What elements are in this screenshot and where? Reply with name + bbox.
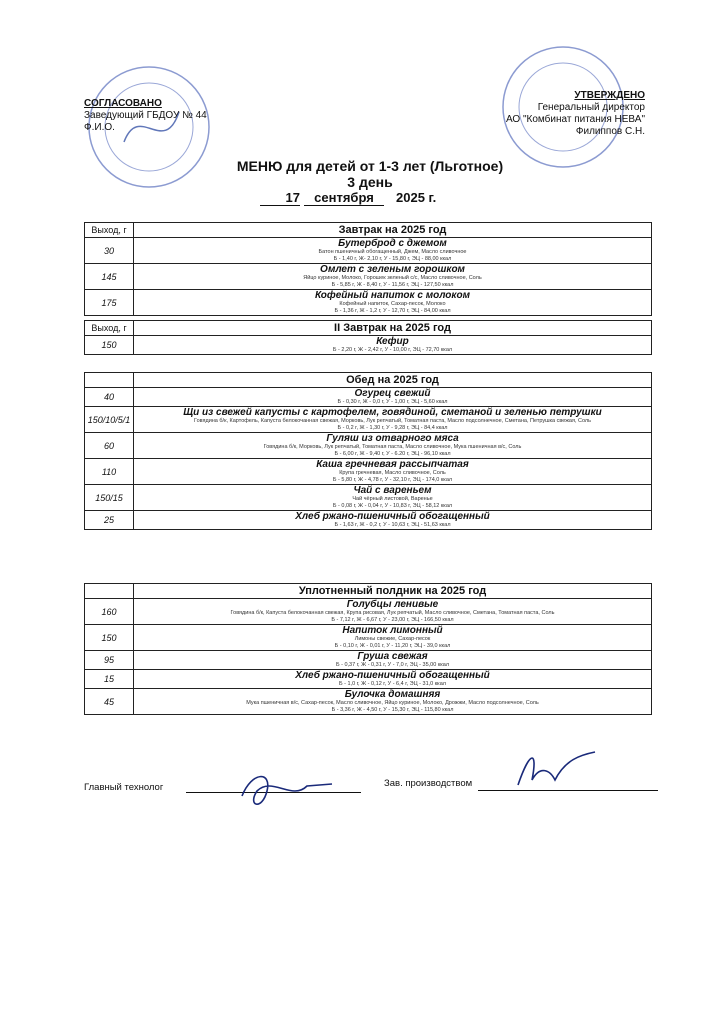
chief-technologist-label: Главный технолог: [84, 782, 164, 793]
dish-nutrition: Б - 0,30 г, Ж - 0,0 г, У - 1,00 г, ЭЦ - 5,60 ккал: [337, 399, 448, 405]
dish-name: Огурец свежий: [354, 388, 431, 399]
dish-name: Щи из свежей капусты с картофелем, говядиной, сметаной и зеленью петрушки: [183, 407, 602, 418]
dish-nutrition: Б - 0,08 г, Ж - 0,04 г, У - 10,83 г, ЭЦ - 58,12 ккал: [332, 503, 453, 509]
breakfast2-title: II Завтрак на 2025 год: [134, 321, 652, 336]
dish-nutrition: Б - 5,80 г, Ж - 4,78 г, У - 32,10 г, ЭЦ - 174,0 ккал: [332, 477, 453, 483]
menu-row: [85, 459, 652, 485]
dish-nutrition: Б - 0,37 г, Ж - 0,31 г, У - 7,0 г, ЭЦ - 35,00 ккал: [335, 662, 450, 668]
menu-row: [85, 511, 652, 530]
dish-ingredients: Говядина б/к, Картофель, Капуста белокочанная свежая, Морковь, Лук репчатый, Томатная паста, Масло подсолнечное, Сметана, Петрушка свежая, Соль: [193, 418, 591, 424]
date-year: 2025 г.: [396, 190, 437, 205]
dish-name: Кефир: [376, 336, 409, 347]
menu-row: [85, 625, 652, 651]
dish-name: Груша свежая: [357, 651, 428, 662]
dish-name: Напиток лимонный: [342, 625, 443, 636]
dish-nutrition: Б - 1,40 г, Ж- 2,10 г, У - 15,80 г, ЭЦ - 88,00 ккал: [333, 256, 452, 262]
lunch-table: [84, 372, 652, 530]
dish-name: Омлет с зеленым горошком: [320, 264, 465, 275]
lunch-title: Обед на 2025 год: [134, 373, 652, 388]
menu-row: [85, 264, 652, 290]
menu-row: [85, 599, 652, 625]
dish-nutrition: Б - 0,2 г, Ж - 1,30 г, У - 9,28 г, ЭЦ - 84,4 ккал: [337, 425, 448, 431]
menu-row: [85, 485, 652, 511]
dish-ingredients: Лимоны свежие, Сахар-песок: [354, 636, 431, 642]
dish-cell: [134, 433, 652, 459]
dish-cell: [134, 459, 652, 485]
breakfast-title: Завтрак на 2025 год: [134, 223, 652, 238]
output-weight: 25: [85, 511, 134, 530]
dish-cell: [134, 407, 652, 433]
dish-cell: [134, 290, 652, 316]
dish-name: Бутерброд с джемом: [338, 238, 447, 249]
dish-cell: [134, 689, 652, 715]
menu-row: [85, 689, 652, 715]
approved-name: Филиппов С.Н.: [575, 126, 645, 137]
agreed-title: СОГЛАСОВАНО: [84, 98, 162, 109]
dish-name: Кофейный напиток с молоком: [314, 290, 470, 301]
dish-cell: [134, 485, 652, 511]
menu-title: [160, 158, 580, 190]
menu-title-line1: МЕНЮ для детей от 1-3 лет (Льготное): [236, 158, 504, 174]
output-weight: 175: [85, 290, 134, 316]
menu-row: [85, 336, 652, 355]
dish-name: Чай с вареньем: [353, 485, 432, 496]
menu-row: [85, 238, 652, 264]
dish-name: Голубцы ленивые: [346, 599, 439, 610]
dish-ingredients: Мука пшеничная в/с, Сахар-песок, Масло сливочное, Яйцо куриное, Молоко, Дрожжи, Масло подсолнечное, Соль: [246, 700, 539, 706]
output-header-empty: [85, 584, 134, 599]
dish-cell: [134, 238, 652, 264]
approved-block: [470, 90, 645, 138]
dish-cell: [134, 336, 652, 355]
dish-nutrition: Б - 1,36 г, Ж - 1,2 г, У - 12,70 г, ЭЦ - 84,00 ккал: [334, 308, 451, 314]
dish-cell: [134, 388, 652, 407]
menu-row: [85, 433, 652, 459]
dish-nutrition: Б - 2,20 г, Ж - 2,42 г, У - 10,00 г, ЭЦ - 72,70 ккал: [332, 347, 453, 353]
menu-date: [260, 190, 500, 206]
output-weight: 150/15: [85, 485, 134, 511]
dish-ingredients: Говядина б/к, Морковь, Лук репчатый, Томатная паста, Масло сливочное, Мука пшеничная в/с, Соль: [263, 444, 522, 450]
output-weight: 95: [85, 651, 134, 670]
dish-cell: [134, 625, 652, 651]
dish-cell: [134, 511, 652, 530]
output-weight: 60: [85, 433, 134, 459]
menu-row: [85, 290, 652, 316]
menu-row: [85, 388, 652, 407]
menu-row: [85, 670, 652, 689]
approved-position: Генеральный директор: [537, 102, 645, 113]
dish-name: Булочка домашняя: [344, 689, 441, 700]
dish-cell: [134, 651, 652, 670]
dish-nutrition: Б - 3,36 г, Ж - 4,50 г, У - 15,30 г, ЭЦ - 115,80 ккал: [331, 707, 454, 713]
approved-company: АО "Комбинат питания НЕВА": [505, 114, 645, 125]
output-weight: 45: [85, 689, 134, 715]
menu-title-line2: 3 день: [347, 174, 393, 190]
agreed-position: Заведующий ГБДОУ № 44: [84, 110, 207, 121]
production-signature: [510, 740, 600, 795]
agreed-fio: Ф.И.О.: [84, 122, 115, 133]
dish-ingredients: Яйцо куриное, Молоко, Горошек зеленый с/с, Масло сливочное, Соль: [303, 275, 482, 281]
dish-nutrition: Б - 7,12 г, Ж - 6,67 г, У - 23,00 г, ЭЦ - 166,50 ккал: [331, 617, 454, 623]
dish-ingredients: Крупа гречневая, Масло сливочное, Соль: [339, 470, 446, 476]
dish-nutrition: Б - 1,63 г, Ж - 0,2 г, У - 10,63 г, ЭЦ - 51,63 ккал: [334, 522, 451, 528]
approved-title: УТВЕРЖДЕНО: [574, 90, 645, 101]
output-weight: 30: [85, 238, 134, 264]
menu-row: [85, 651, 652, 670]
menu-row: [85, 407, 652, 433]
breakfast2-table: [84, 320, 652, 355]
output-weight: 145: [85, 264, 134, 290]
snack-table: [84, 583, 652, 715]
snack-title: Уплотненный полдник на 2025 год: [134, 584, 652, 599]
date-day: 17: [260, 190, 300, 206]
output-weight: 15: [85, 670, 134, 689]
output-weight: 40: [85, 388, 134, 407]
dish-ingredients: Говядина б/к, Капуста белокочанная свежая, Крупа рисовая, Лук репчатый, Масло сливочное, Сметана, Томатная паста, Соль: [230, 610, 555, 616]
dish-ingredients: Кофейный напиток, Сахар-песок, Молоко: [339, 301, 446, 307]
breakfast-table: [84, 222, 652, 316]
dish-name: Хлеб ржано-пшеничный обогащенный: [295, 511, 490, 522]
dish-nutrition: Б - 0,10 г, Ж - 0,01 г, У - 11,20 г, ЭЦ - 39,0 ккал: [334, 643, 451, 649]
chief-signature: [232, 766, 342, 816]
dish-ingredients: Батон пшеничный обогащенный, Джем, Масло сливочное: [318, 249, 467, 255]
dish-name: Каша гречневая рассыпчатая: [316, 459, 469, 470]
output-weight: 150/10/5/1: [85, 407, 134, 433]
dish-nutrition: Б - 5,85 г, Ж - 8,40 г, У - 11,56 г, ЭЦ - 127,50 ккал: [331, 282, 454, 288]
agreed-block: [84, 98, 207, 134]
dish-nutrition: Б - 6,00 г, Ж - 9,40 г, У - 6.20 г, ЭЦ - 96,10 ккал: [334, 451, 451, 457]
output-header: Выход, г: [85, 321, 134, 336]
dish-name: Хлеб ржано-пшеничный обогащенный: [295, 670, 490, 681]
dish-name: Гуляш из отварного мяса: [326, 433, 459, 444]
output-weight: 150: [85, 625, 134, 651]
output-weight: 160: [85, 599, 134, 625]
production-head-label: Зав. производством: [384, 778, 473, 789]
dish-cell: [134, 599, 652, 625]
output-header: Выход, г: [85, 223, 134, 238]
output-header-empty: [85, 373, 134, 388]
dish-nutrition: Б - 1,0 г, Ж - 0,12 г, У - 6,4 г, ЭЦ - 31,0 ккал: [339, 681, 446, 687]
dish-cell: [134, 670, 652, 689]
date-month: сентября: [304, 190, 384, 206]
dish-ingredients: Чай чёрный листовой, Варенье: [352, 496, 433, 502]
output-weight: 110: [85, 459, 134, 485]
dish-cell: [134, 264, 652, 290]
output-weight: 150: [85, 336, 134, 355]
